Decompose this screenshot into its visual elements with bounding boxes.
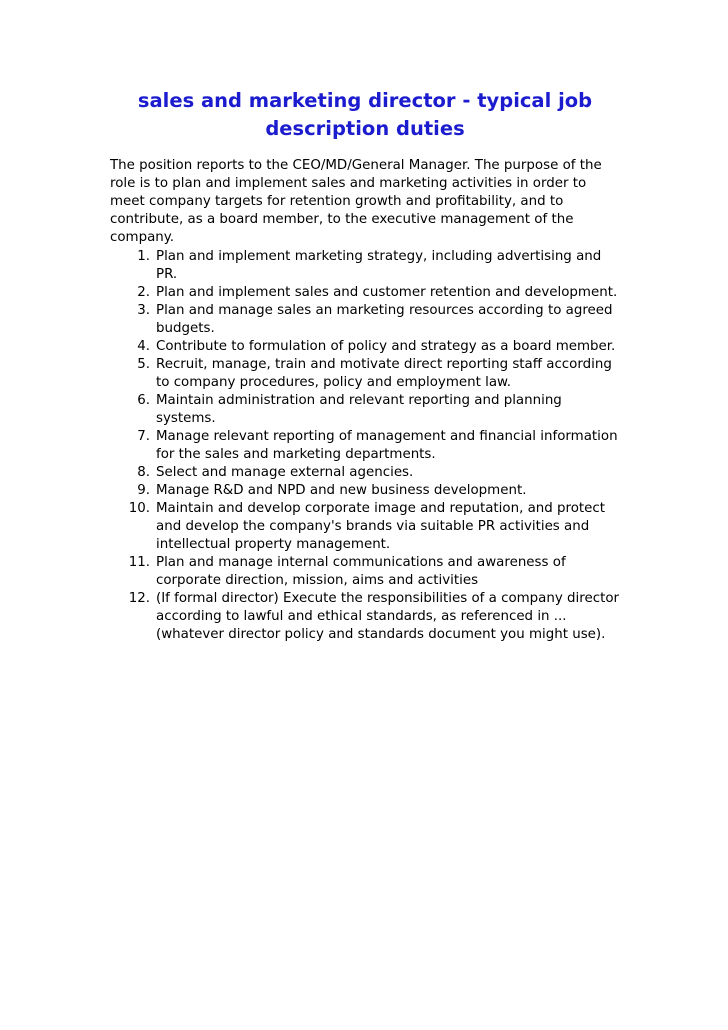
intro-paragraph: The position reports to the CEO/MD/General Manager. The purpose of the role is to plan and implement sales and marketing activities in order to meet company targets for retention growth and profitability, and to contribute, as a board member, to the executive management of the company. xyxy=(110,158,602,245)
list-item-text: Manage R&D and NPD and new business development. xyxy=(156,483,527,498)
list-item xyxy=(110,392,622,428)
list-item-text: Plan and manage internal communications and awareness of corporate direction, mission, aims and activities xyxy=(156,555,566,588)
list-item-text: Plan and manage sales an marketing resources according to agreed budgets. xyxy=(156,303,613,336)
list-item-number: 3. xyxy=(137,303,150,318)
list-item-number: 2. xyxy=(137,285,150,300)
duties-list xyxy=(110,248,622,644)
list-item-text: Contribute to formulation of policy and strategy as a board member. xyxy=(156,339,616,354)
list-item-text: Maintain administration and relevant reporting and planning systems. xyxy=(156,393,562,426)
list-item-number: 5. xyxy=(137,357,150,372)
list-item xyxy=(110,464,622,482)
list-item xyxy=(110,590,622,644)
list-item-number: 10. xyxy=(128,501,150,516)
list-item xyxy=(110,482,622,500)
list-item-number: 9. xyxy=(137,483,150,498)
list-item xyxy=(110,248,622,284)
list-item xyxy=(110,500,622,554)
list-item-number: 4. xyxy=(137,339,150,354)
list-item-text: Plan and implement sales and customer retention and development. xyxy=(156,285,618,300)
list-item xyxy=(110,302,622,338)
list-item-number: 12. xyxy=(128,591,150,606)
list-item xyxy=(110,356,622,392)
list-item xyxy=(110,554,622,590)
list-item-text: Plan and implement marketing strategy, including advertising and PR. xyxy=(156,249,602,282)
list-item-text: Manage relevant reporting of management and financial information for the sales and marketing departments. xyxy=(156,429,618,462)
list-item-number: 1. xyxy=(137,249,150,264)
list-item-number: 7. xyxy=(137,429,150,444)
list-item xyxy=(110,338,622,356)
list-item-text: Recruit, manage, train and motivate direct reporting staff according to company procedures, policy and employment law. xyxy=(156,357,612,390)
document-title: sales and marketing director - typical job description duties xyxy=(137,89,593,140)
list-item-number: 6. xyxy=(137,393,150,408)
list-item-number: 8. xyxy=(137,465,150,480)
list-item-text: Maintain and develop corporate image and reputation, and protect and develop the company's brands via suitable PR activities and intellectual property management. xyxy=(156,501,606,552)
list-item-number: 11. xyxy=(128,555,150,570)
list-item-text: Select and manage external agencies. xyxy=(156,465,414,480)
list-item-text: (If formal director) Execute the responsibilities of a company director according to lawful and ethical standards, as referenced in ... (whatever director policy and standards document you might use). xyxy=(156,591,620,642)
list-item xyxy=(110,428,622,464)
list-item xyxy=(110,284,622,302)
